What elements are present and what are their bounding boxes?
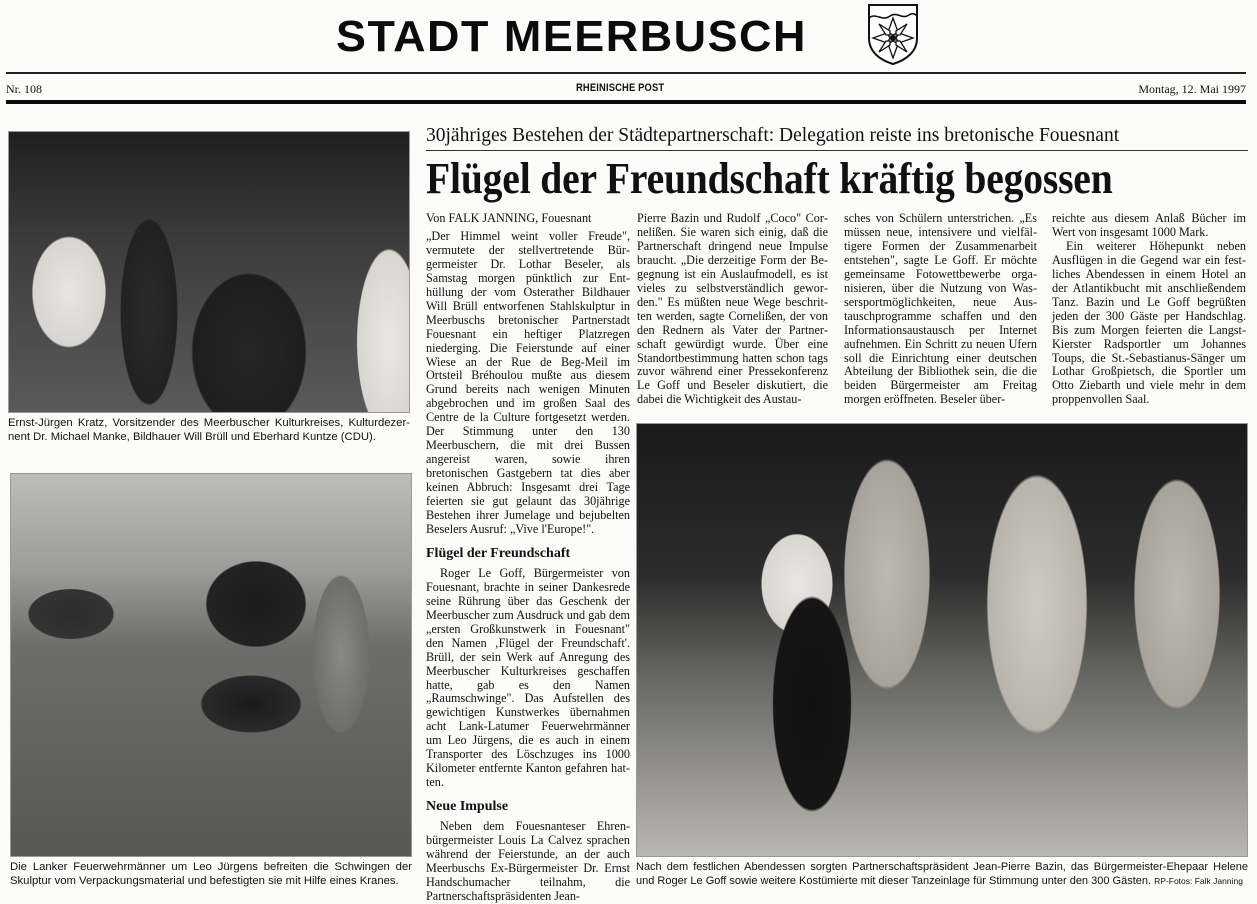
issue-date: Montag, 12. Mai 1997	[1138, 82, 1246, 96]
article-paragraph: Pierre Bazin und Rudolf „Coco" Cornelißen. Sie waren sich einig, daß die Partnerschaft dringend neue Impulse braucht. „Die derzeitige Form der Begegnung ist ein Auslaufmodell, es ist vieles zu selbstverständlich geworden." Es müßten neue Wege beschritten werden, sagte Cornelißen, der von den Rednern als Vater der Partnerschaft gewürdigt wurde. Über eine Standortbestimmung hatten schon tags zuvor während einer Pressekonferenz Le Goff und Beseler diskutiert, die dabei die Wichtigkeit des Austau-	[637, 211, 828, 407]
article-subhead: Neue Impulse	[426, 799, 509, 815]
masthead-rule	[6, 72, 1246, 74]
meerbusch-coat-of-arms-icon	[866, 2, 920, 66]
issue-number: Nr. 108	[6, 82, 42, 96]
photo-officials-in-rain	[8, 131, 410, 413]
photo-credit: RP-Fotos: Falk Janning	[1154, 875, 1243, 886]
article-column-1	[426, 212, 630, 904]
issue-bar	[6, 80, 1246, 98]
article-subhead: Flügel der Freundschaft	[426, 545, 571, 561]
photo-caption	[636, 861, 1248, 888]
newspaper-name: RHEINISCHE POST	[576, 82, 665, 94]
photo-firemen-sculpture	[10, 473, 412, 857]
article-paragraph: reichte aus diesem Anlaß Bücher im Wert von insgesamt 1000 Mark.	[1052, 211, 1246, 239]
photo-caption: Die Lanker Feuerwehrmänner um Leo Jürgens befreiten die Schwingen der Skulptur vom Verpackungsmaterial und befestigten sie mit Hilfe eines Kranes.	[10, 861, 412, 887]
photo-caption: Ernst-Jürgen Kratz, Vorsitzender des Meerbuscher Kulturkreises, Kulturdezernent Dr. Michael Manke, Bildhauer Will Brüll und Eberhard Kuntze (CDU).	[8, 417, 410, 443]
photo-dance-performance	[636, 423, 1248, 857]
article-paragraph: „Der Himmel weint voller Freude", vermutete der stellvertretende Bürgermeister Dr. Lothar Beseler, als Samstag morgen pünktlich zur Enthüllung der vom Osterather Bildhauer Will Brüll entworfenen Stahlskulptur in Meerbuschs bretonischer Partnerstadt Fouesnant ein heftiger Platzregen niederging. Die Feierstunde auf einer Wiese an der Rue de Beg-Meil im Ortsteil Bréhoulou mußte aus diesem Grund bereits nach wenigen Minuten abgebrochen und im großen Saal des Centre de la Culture fortgesetzt werden. Der Stimmung unter den 130 Meerbuschern, die mit drei Bussen angereist waren, sowie ihren bretonischen Gastgebern tat dies aber keinen Abbruch: Insgesamt drei Tage feierten sie gut gelaunt das 30jährige Bestehen ihrer Jumelage und bejubelten Beselers Ausruf: „Vive l'Europe!".	[426, 228, 630, 536]
photo-caption-text: Nach dem festlichen Abendessen sorgten Partnerschaftspräsident Jean-Pierre Bazin, das Bürgermeister-Ehepaar Helene und Roger Le Goff sowie weitere Kostümierte mit dieser Tanzeinlage für Stimmung unter den 300 Gästen.	[636, 861, 1248, 887]
article-column-2	[637, 212, 828, 407]
article-headline: Flügel der Freundschaft kräftig begossen	[426, 154, 1113, 203]
article-byline: Von FALK JANNING, Fouesnant	[426, 211, 592, 225]
article-paragraph: Roger Le Goff, Bürgermeister von Fouesnant, brachte in seiner Dankesrede seine Rührung über das Geschenk der Meerbuscher zum Ausdruck und gab dem „ersten Großkunstwerk in Fouesnant" den Namen ‚Flügel der Freundschaft'. Brüll, der sein Werk auf Anregung des Meerbuscher Kulturkreises geschaffen hatte, gab es den Namen „Raumschwinge". Das Aufstellen des gewichtigen Kunstwerkes übernahmen acht Lank-Latumer Feuerwehrmänner um Leo Jürgens, die es auch in einem Transporter des Löschzuges ins 1000 Kilometer entfernte Kanton gefahren hatten.	[426, 565, 630, 790]
article-paragraph: sches von Schülern unterstrichen. „Es müssen neue, intensivere und vielfältigere Formen der Zusammenarbeit entstehen", sagte Le Goff. Er möchte gemeinsame Fotowettbewerbe organisieren, über die Nutzung von Wassersportmöglichkeiten, neue Austauschprogramme schaffen und den Informationsaustausch per Internet aufnehmen. Ein Schritt zu neuen Ufern soll die Einrichtung einer deutschen Abteilung der Bibliothek sein, die die beiden Bürgermeister am Freitag morgen eröffneten. Beseler über-	[844, 211, 1037, 407]
article-paragraph: Ein weiterer Höhepunkt neben Ausflügen in die Gegend war ein festliches Abendessen in einem Hotel an der Atlantikbucht mit anschließendem Tanz. Bazin und Le Goff begrüßten jeden der 300 Gäste per Handschlag. Bis zum Morgen feierten die Langst-Kierster Radsportler um Johannes Toups, die St.-Sebastianus-Sänger um Lothar Großpietsch, die Sportler um Otto Ziebarth und viele mehr in dem proppenvollen Saal.	[1052, 238, 1246, 407]
issue-bar-rule	[6, 100, 1246, 104]
article-column-3	[844, 212, 1037, 407]
masthead	[0, 0, 1257, 72]
newspaper-section-title: STADT MEERBUSCH	[336, 12, 807, 61]
article-paragraph: Neben dem Fouesnanteser Ehrenbürgermeister Louis La Calvez sprachen während der Feierstunde, an der auch Meerbuschs Ex-Bürgermeister Dr. Ernst Handschumacher teilnahm, die Partnerschaftspräsidenten Jean-	[426, 819, 630, 903]
article-kicker: 30jähriges Bestehen der Städtepartnerschaft: Delegation reiste ins bretonische Fouesnant	[426, 124, 1248, 151]
article-column-4	[1052, 212, 1246, 407]
